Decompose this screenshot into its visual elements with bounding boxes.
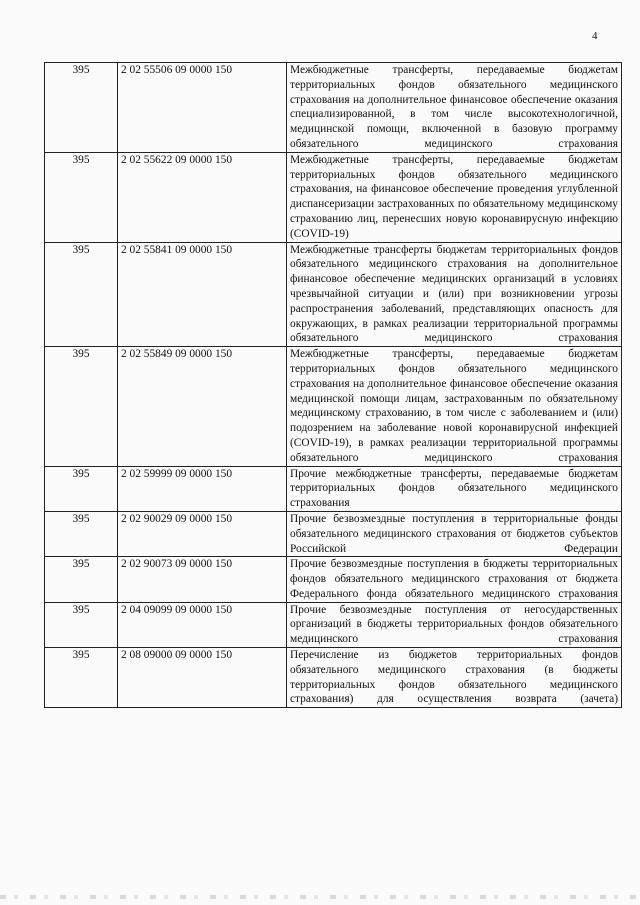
revenue-name-cell: Прочие межбюджетные трансферты, передаваемые бюджетам территориальных фондов обязательного медицинского страхования (287, 466, 622, 511)
budget-code-cell: 2 02 55622 09 0000 150 (118, 152, 287, 242)
budget-code-cell: 2 02 55841 09 0000 150 (118, 242, 287, 347)
table-row (45, 152, 622, 242)
revenue-name-cell: Прочие безвозмездные поступления в территориальные фонды обязательного медицинского страхования от бюджетов субъектов Российской Федерации (287, 511, 622, 556)
revenue-name-cell: Прочие безвозмездные поступления в бюджеты территориальных фондов обязательного медицинского страхования от бюджета Федерального фонда обязательного медицинского страхования (287, 557, 622, 602)
admin-code-cell: 395 (45, 466, 118, 511)
table-row (45, 347, 622, 466)
budget-code-cell: 2 02 55849 09 0000 150 (118, 347, 287, 466)
admin-code-cell: 395 (45, 557, 118, 602)
budget-code-cell: 2 02 55506 09 0000 150 (118, 63, 287, 153)
revenue-name-cell: Межбюджетные трансферты, передаваемые бюджетам территориальных фондов обязательного медицинского страхования на дополнительное финансовое обеспечение оказания специализированной, в том числе высокотехнологичной, медицинской помощи, включенной в базовую программу обязательного медицинского страхования (287, 63, 622, 153)
admin-code-cell: 395 (45, 602, 118, 647)
admin-code-cell: 395 (45, 648, 118, 708)
revenue-name-cell: Межбюджетные трансферты, передаваемые бюджетам территориальных фондов обязательного медицинского страхования на дополнительное финансовое обеспечение оказания медицинской помощи лицам, застрахованным по обязательному медицинскому страхованию, в том числе с заболеванием и (или) подозрением на заболевание новой коронавирусной инфекцией (COVID-19), в рамках реализации территориальной программы обязательного медицинского страхования (287, 347, 622, 466)
table-row (45, 63, 622, 153)
page-number: 4 (592, 30, 598, 42)
scan-edge-artifact (0, 895, 640, 899)
table-row (45, 466, 622, 511)
admin-code-cell: 395 (45, 347, 118, 466)
admin-code-cell: 395 (45, 511, 118, 556)
budget-code-cell: 2 02 90073 09 0000 150 (118, 557, 287, 602)
admin-code-cell: 395 (45, 242, 118, 347)
revenue-name-cell: Перечисление из бюджетов территориальных фондов обязательного медицинского страхования (в бюджеты территориальных фондов обязательного медицинского страхования) для осуществления возврата (зачета) (287, 648, 622, 708)
table-row (45, 648, 622, 708)
budget-code-cell: 2 08 09000 09 0000 150 (118, 648, 287, 708)
table-row (45, 242, 622, 347)
revenue-name-cell: Межбюджетные трансферты бюджетам территориальных фондов обязательного медицинского страхования на дополнительное финансовое обеспечение медицинских организаций в условиях чрезвычайной ситуации и (или) при возникновении угрозы распространения заболеваний, представляющих опасность для окружающих, в рамках реализации территориальной программы обязательного медицинского страхования (287, 242, 622, 347)
table-row (45, 557, 622, 602)
budget-code-cell: 2 02 90029 09 0000 150 (118, 511, 287, 556)
revenue-name-cell: Прочие безвозмездные поступления от негосударственных организаций в бюджеты территориальных фондов обязательного медицинского страхования (287, 602, 622, 647)
budget-code-cell: 2 02 59999 09 0000 150 (118, 466, 287, 511)
admin-code-cell: 395 (45, 63, 118, 153)
revenue-name-cell: Межбюджетные трансферты, передаваемые бюджетам территориальных фондов обязательного медицинского страхования, на финансовое обеспечение проведения углубленной диспансеризации застрахованных по обязательному медицинскому страхованию лиц, перенесших новую коронавирусную инфекцию (COVID-19) (287, 152, 622, 242)
table-row (45, 511, 622, 556)
admin-code-cell: 395 (45, 152, 118, 242)
table-row (45, 602, 622, 647)
budget-code-cell: 2 04 09099 09 0000 150 (118, 602, 287, 647)
budget-codes-table (44, 62, 622, 708)
